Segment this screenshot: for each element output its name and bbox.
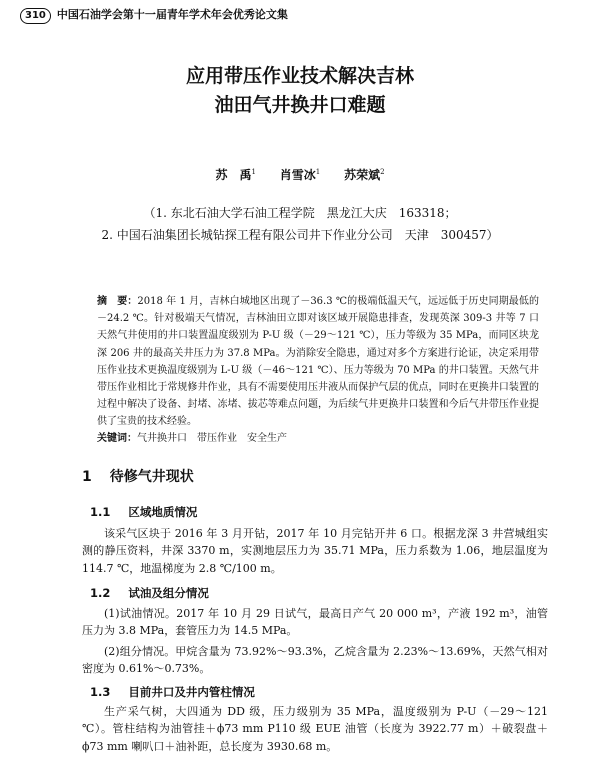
keyword-3: 安全生产: [247, 433, 287, 444]
author-2: 肖雪冰$^1$: [279, 168, 321, 182]
running-head: [20, 6, 288, 24]
subsection-heading-1-2: 1.2 试油及组分情况: [90, 586, 209, 600]
paragraph-geology: 该采气区块于 2016 年 3 月开钻，2017 年 10 月完钻开井 6 口。根据龙深 3 井营城组实测的静压资料，井深 3370 m，实测地层压力为 35.71 MPa，压力系数为 1.06，地层温度为 114.7 ℃，地温梯度为 2.8 ℃/100 m。: [82, 527, 548, 575]
keyword-1: 气井换井口: [137, 433, 187, 444]
paragraph-wellhead: 生产采气树，大四通为 DD 级，压力级别为 35 MPa，温度级别为 P-U（－29～121 ℃）。管柱结构为油管挂＋ϕ73 mm P110 级 EUE 油管（长度为 3922.77 m）＋破裂盘＋ϕ73 mm 喇叭口＋油补距，总长度为 3930.68 m。: [82, 705, 548, 753]
author-1: 苏 禹$^1$: [215, 168, 256, 182]
paper-title-line-1: 应用带压作业技术解决吉林: [185, 65, 414, 87]
page-number: 310: [20, 8, 51, 24]
subsection-heading-1-3: 1.3 目前井口及井内管柱情况: [90, 685, 255, 699]
keyword-2: 带压作业: [197, 433, 237, 444]
authors: [0, 166, 600, 183]
keywords-label: 关键词：: [97, 433, 137, 444]
running-head-text: 中国石油学会第十一届青年学术年会优秀论文集: [56, 8, 288, 21]
paragraph-test-oil: (1)试油情况。2017 年 10 月 29 日试气，最高日产气 20 000 m³，产液 192 m³，油管压力为 3.8 MPa，套管压力为 14.5 MPa。: [82, 607, 548, 638]
section-heading-1: 1 待修气井现状: [82, 469, 194, 485]
paragraph-composition: (2)组分情况。甲烷含量为 73.92%～93.3%，乙烷含量为 2.23%～13.69%，天然气相对密度为 0.61%～0.73%。: [82, 645, 548, 676]
author-3: 苏荣斌$^2$: [344, 168, 385, 182]
subsection-heading-1-1: 1.1 区域地质情况: [90, 505, 198, 519]
keywords: [97, 429, 297, 444]
abstract-label: 摘 要：: [97, 296, 138, 307]
abstract-text: 2018 年 1 月，吉林白城地区出现了－36.3 ℃的极端低温天气，远远低于历史同期最低的－24.2 ℃。针对极端天气情况，吉林油田立即对该区域开展隐患排查，发现英深 309-3 井等 7 口天然气井使用的井口装置温度级别为 P-U 级（－29～121 ℃），压力等级为 35 MPa，而同区块龙深 206 井的最高关井压力为 37.8 MPa。为消除安全隐患，通过对多个方案进行论证，决定采用带压作业技术更换温度级别为 L-U 级（－46～121 ℃）、压力等级为 70 MPa 的井口装置。天然气井带压作业相比于常规修井作业，具有不需要使用压井液从而保护气层的优点，同时在更换井口装置的过程中解决了设备、封堵、冻堵、拔芯等难点问题，为后续气井更换井口装置和今后气井带压作业提供了宝贵的技术经验。: [97, 296, 540, 428]
paper-title-line-2: 油田气井换井口难题: [214, 94, 386, 116]
affiliation-line-2: 2. 中国石油集团长城钻探工程有限公司井下作业分公司 天津 300457）: [101, 228, 499, 242]
abstract: [97, 293, 539, 431]
affiliation-line-1: （1. 东北石油大学石油工程学院 黑龙江大庆 163318；: [143, 206, 457, 220]
